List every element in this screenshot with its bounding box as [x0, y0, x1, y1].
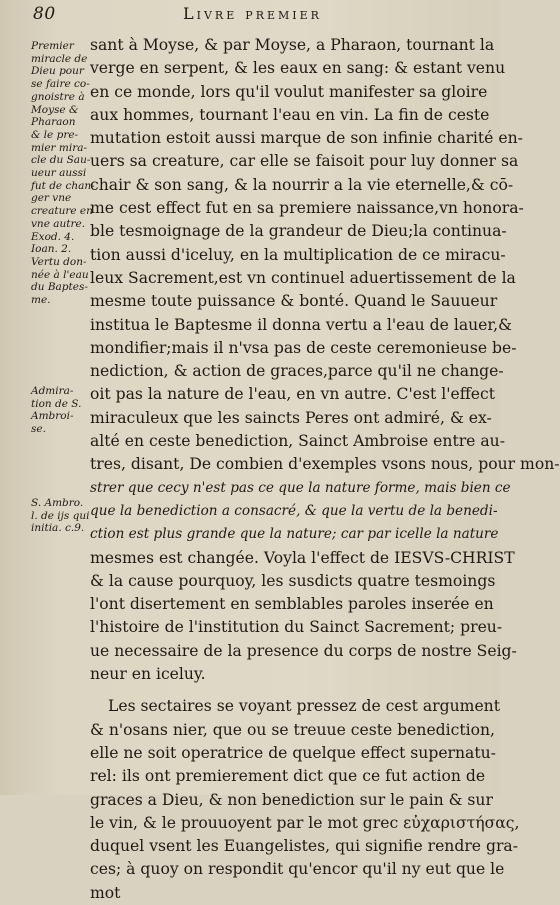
margin-note-line: fut de chan-	[31, 179, 95, 192]
margin-note-miracle	[31, 40, 95, 307]
text-line: miraculeux que les saincts Peres ont admiré, & ex-	[90, 408, 492, 427]
running-head: Livre premier	[183, 4, 322, 23]
text-line: tion aussi d'iceluy, en la multiplication de ce miracu-	[90, 245, 506, 264]
margin-note-line: Moyse &	[31, 103, 79, 116]
margin-note-line: se faire co-	[31, 78, 90, 91]
margin-note-line: Dieu pour	[31, 65, 84, 78]
paragraph-gap	[90, 686, 480, 695]
text-line: leux Sacrement,est vn continuel aduertissement de la	[90, 268, 516, 287]
margin-note-line: initia. c.9.	[31, 522, 85, 535]
text-line: sant à Moyse, & par Moyse, a Pharaon, tournant la	[90, 36, 495, 54]
text-line: l'ont disertement en semblables paroles inserée en	[90, 595, 494, 614]
text-line: mutation estoit aussi marque de son infinie charité en-	[90, 129, 523, 148]
text-line: l'histoire de l'institution du Sainct Sacrement; preu-	[90, 618, 503, 637]
text-line: nediction, & action de graces,parce qu'il ne change-	[90, 362, 504, 381]
margin-note-line: tion de S.	[31, 397, 82, 410]
margin-note-line: miracle de	[31, 52, 88, 65]
page-header	[33, 4, 480, 26]
text-line: me cest effect fut en sa premiere naissance,vn honora-	[90, 199, 524, 218]
text-line: graces a Dieu, & non benediction sur le pain & sur	[90, 790, 493, 809]
main-text-block	[90, 34, 560, 905]
margin-note-line: S. Ambro.	[31, 497, 84, 509]
text-line: Les sectaires se voyant pressez de cest argument	[108, 697, 500, 716]
margin-note-line: ger vne	[31, 192, 72, 205]
margin-note-line: mier mira-	[31, 141, 88, 154]
text-line: ces; à quoy on respondit qu'encor qu'il ny eut que le	[90, 860, 505, 879]
page-number: 80	[33, 4, 56, 24]
margin-note-line: Exod. 4.	[31, 230, 75, 243]
margin-note-line: Ambroi-	[31, 410, 74, 423]
margin-note-line: Premier	[31, 40, 74, 52]
text-line: strer que cecy n'est pas ce que la nature forme, mais bien ce	[90, 479, 511, 496]
margin-note-admiration	[31, 385, 81, 436]
margin-note-line: se.	[31, 423, 46, 436]
text-line: en ce monde, lors qu'il voulut manifester sa gloire	[90, 82, 488, 101]
text-line: chair & son sang, & la nourrir a la vie eternelle,& cō-	[90, 175, 514, 194]
text-line: mot	[90, 883, 121, 902]
text-line: aux hommes, tournant l'eau en vin. La fin de ceste	[90, 105, 490, 124]
margin-note-line: du Baptes-	[31, 281, 88, 294]
margin-note-line: gnoistre à	[31, 90, 85, 103]
text-line: elle ne soit operatrice de quelque effect supernatu-	[90, 743, 496, 762]
margin-note-line: ueur aussi	[31, 167, 87, 180]
text-line: & n'osans nier, que ou se treuue ceste benediction,	[90, 720, 496, 739]
margin-note-line: me.	[31, 294, 51, 307]
margin-note-line: Admira-	[31, 385, 74, 397]
text-line: mondifier;mais il n'vsa pas de ceste ceremonieuse be-	[90, 338, 517, 357]
text-line: rel: ils ont premierement dict que ce fut action de	[90, 767, 486, 786]
margin-note-line: & le pre-	[31, 128, 79, 141]
text-line: oit pas la nature de l'eau, en vn autre. C'est l'effect	[90, 385, 496, 404]
text-line: neur en iceluy.	[90, 665, 206, 684]
text-line: le vin, & le prouuoyent par le mot grec εὐχαριστήσας,	[90, 813, 520, 832]
text-line: ue necessaire de la presence du corps de nostre Seig-	[90, 641, 517, 660]
margin-note-line: Vertu don-	[31, 255, 87, 268]
text-line: alté en ceste benediction, Sainct Ambroise entre au-	[90, 432, 505, 451]
margin-note-line: l. de ijs qui	[31, 509, 90, 522]
text-line: verge en serpent, & les eaux en sang: & estant venu	[90, 59, 506, 78]
margin-note-line: Pharaon	[31, 116, 76, 129]
margin-note-line: née à l'eau	[31, 268, 89, 281]
text-line: tres, disant, De combien d'exemples vsons nous, pour mon-	[90, 455, 560, 474]
margin-note-line: creature en	[31, 205, 93, 218]
text-line: mesme toute puissance & bonté. Quand le Sauueur	[90, 292, 498, 311]
text-line: mesmes est changée. Voyla l'effect de IESVS-CHRIST	[90, 548, 515, 567]
text-line: duquel vsent les Euangelistes, qui signifie rendre gra-	[90, 837, 518, 856]
margin-note-ambrose-reference	[31, 497, 90, 535]
text-line: & la cause pourquoy, les susdicts quatre tesmoings	[90, 571, 496, 590]
margin-note-line: Ioan. 2.	[31, 243, 72, 256]
text-line: que la benediction a consacré, & que la vertu de la benedi-	[90, 502, 498, 519]
text-line: ction est plus grande que la nature; car par icelle la nature	[90, 526, 499, 543]
text-line: uers sa creature, car elle se faisoit pour luy donner sa	[90, 152, 519, 171]
text-line: institua le Baptesme il donna vertu a l'eau de lauer,&	[90, 315, 512, 334]
margin-note-line: cle du Sau-	[31, 154, 91, 167]
text-line: ble tesmoignage de la grandeur de Dieu;la continua-	[90, 222, 507, 241]
margin-note-line: vne autre.	[31, 217, 86, 230]
